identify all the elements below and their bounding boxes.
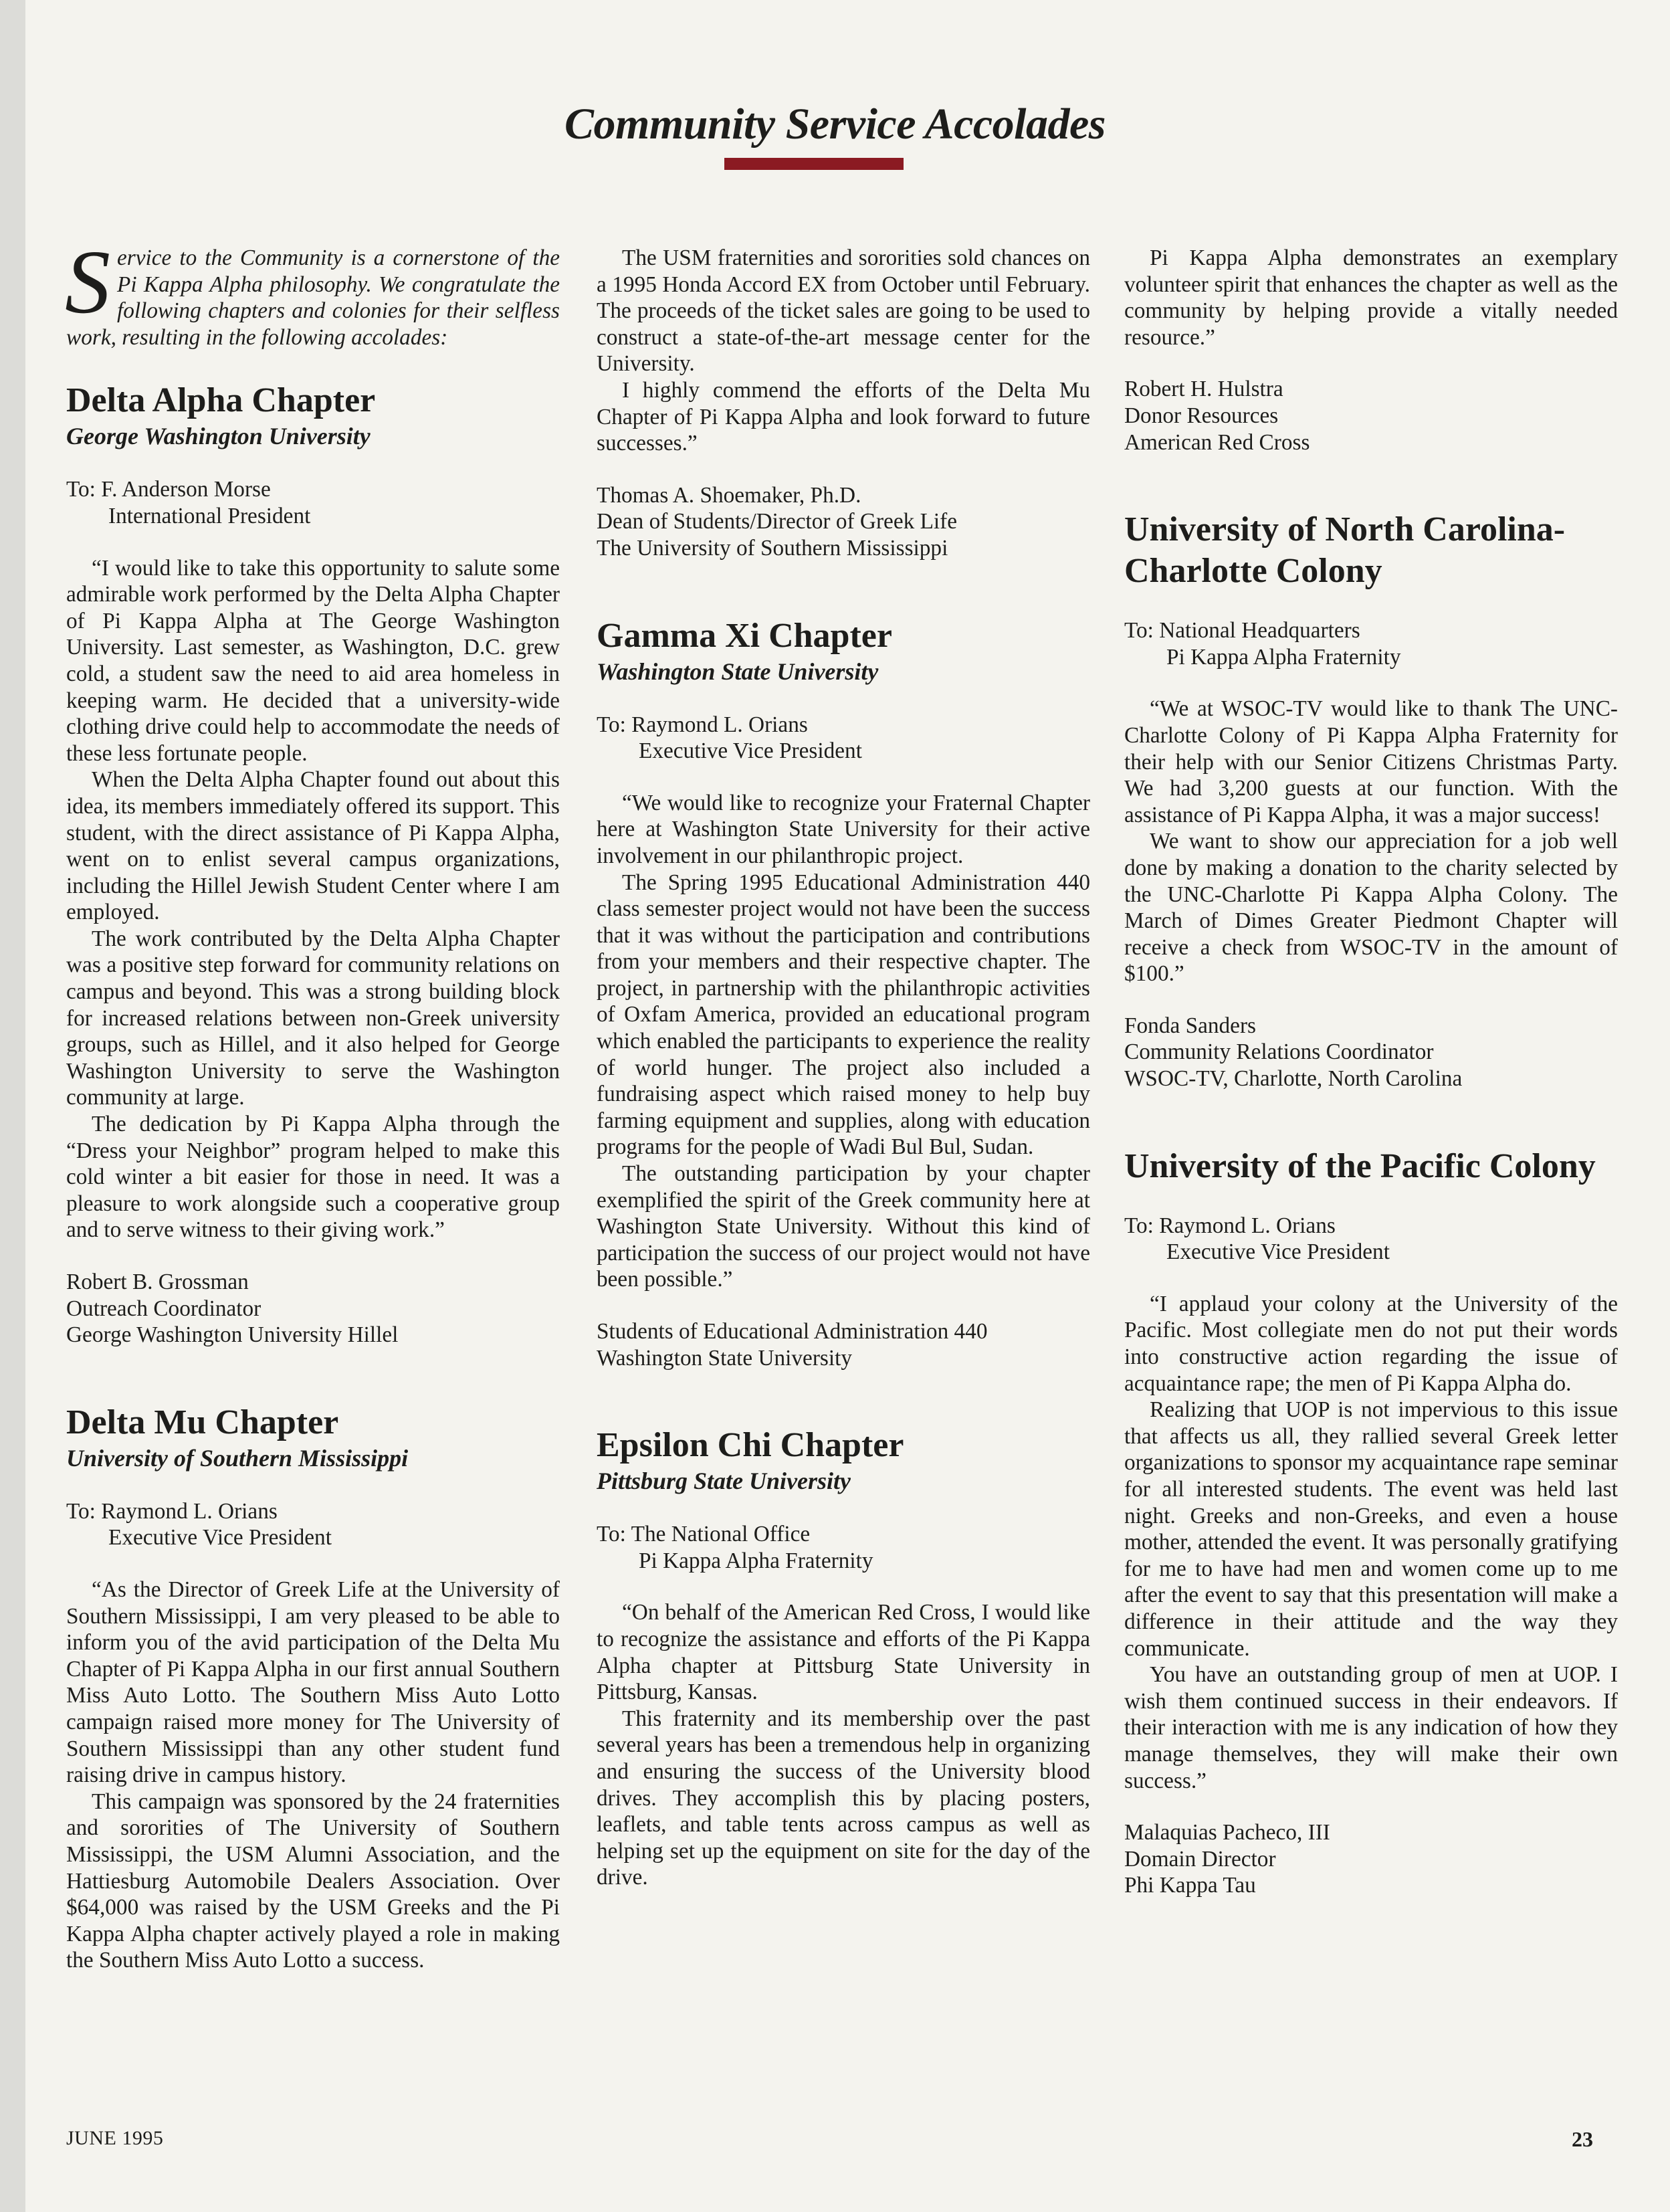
letter-paragraph: We want to show our appreciation for a job well done by making a donation to the charity selected by the UNC-Charlotte Pi Kappa Alpha Colony. The March of Dimes Greater Piedmont Chapter will receive a check from WSOC-TV in the amount of $100.” xyxy=(1124,829,1618,987)
recipient-line-1: To: National Headquarters xyxy=(1124,618,1360,643)
letter-paragraph: “I applaud your colony at the University of the Pacific. Most collegiate men do not put their words into constructive action regarding the issue of acquaintance rape; the men of Pi Kappa Alpha do. xyxy=(1124,1291,1618,1396)
section-school-delta-mu: University of Southern Mississippi xyxy=(66,1444,409,1472)
letter-paragraph: This fraternity and its membership over the past several years has been a tremendous help in organizing and ensuring the success of the University blood drives. They accomplish this by placing posters, leaflets, and table tents across campus as well as helping set up the equipment on site for the day of the drive. xyxy=(597,1706,1090,1890)
signature-delta-mu xyxy=(597,482,1090,562)
signature-org: Phi Kappa Tau xyxy=(1124,1873,1256,1898)
page-number: 23 xyxy=(1572,2127,1593,2151)
recipient-gamma-xi xyxy=(597,712,1090,765)
recipient-line-2: Executive Vice President xyxy=(1166,1239,1390,1265)
recipient-line-2: Executive Vice President xyxy=(108,1525,332,1550)
signature-title: Domain Director xyxy=(1124,1846,1276,1872)
signature-gamma-xi xyxy=(597,1318,1090,1371)
signature-unc-charlotte xyxy=(1124,1013,1618,1092)
recipient-delta-alpha xyxy=(66,476,560,529)
recipient-unc-charlotte xyxy=(1124,617,1618,670)
column-2 xyxy=(597,245,1090,1891)
signature-name: Malaquias Pacheco, III xyxy=(1124,1820,1330,1845)
signature-title: Outreach Coordinator xyxy=(66,1296,262,1321)
signature-name: Students of Educational Administration 440 xyxy=(597,1319,988,1344)
signature-epsilon-chi xyxy=(1124,376,1618,456)
recipient-line-1: To: Raymond L. Orians xyxy=(1124,1213,1336,1238)
signature-pacific xyxy=(1124,1819,1618,1899)
intro-text: ervice to the Community is a cornerstone of the Pi Kappa Alpha philosophy. We congratulate the following chapters and colonies for their selfless work, resulting in the following accolades: xyxy=(66,245,560,350)
letter-paragraph: The outstanding participation by your chapter exemplified the spirit of the Greek community here at Washington State University. Without this kind of participation the success of our project would not have been possible.” xyxy=(597,1161,1090,1292)
letter-paragraph: When the Delta Alpha Chapter found out about this idea, its members immediately offered its support. This student, with the direct assistance of Pi Kappa Alpha, went on to enlist several campus organizations, including the Hillel Jewish Student Center where I am employed. xyxy=(66,767,560,925)
recipient-line-2: Executive Vice President xyxy=(639,738,862,764)
letter-paragraph: “We would like to recognize your Fraternal Chapter here at Washington State University for their active involvement in our philanthropic project. xyxy=(597,790,1090,868)
recipient-line-2: International President xyxy=(108,503,311,528)
intro-paragraph xyxy=(65,232,560,350)
section-school-epsilon-chi: Pittsburg State University xyxy=(597,1468,851,1495)
signature-title: Community Relations Coordinator xyxy=(1124,1039,1434,1065)
recipient-epsilon-chi xyxy=(597,1521,1090,1574)
column-1 xyxy=(65,232,560,1974)
recipient-delta-mu xyxy=(66,1498,560,1551)
signature-name: Robert B. Grossman xyxy=(66,1270,249,1294)
letter-paragraph: The work contributed by the Delta Alpha Chapter was a positive step forward for community relations on campus and beyond. This was a strong building block for increased relations between non-Greek university groups, such as Hillel, and it also helped for George Washington University to serve the Washington community at large. xyxy=(66,926,560,1110)
issue-date: JUNE 1995 xyxy=(66,2127,164,2149)
signature-delta-alpha xyxy=(66,1269,560,1348)
section-school-gamma-xi: Washington State University xyxy=(597,658,879,685)
letter-paragraph: “I would like to take this opportunity to salute some admirable work performed by the Delta Alpha Chapter of Pi Kappa Alpha at The George Washington University. Last semester, as Washington, D.C. grew cold, a student saw the need to aid area homeless in keeping warm. He decided that a university-wide clothing drive could help to accommodate the needs of these less fortunate people. xyxy=(66,555,560,766)
signature-org: American Red Cross xyxy=(1124,429,1310,455)
recipient-line-1: To: Raymond L. Orians xyxy=(597,712,808,737)
signature-name: Thomas A. Shoemaker, Ph.D. xyxy=(597,482,861,508)
recipient-line-2: Pi Kappa Alpha Fraternity xyxy=(639,1548,873,1573)
recipient-line-1: To: The National Office xyxy=(597,1522,811,1547)
drop-cap: S xyxy=(65,232,110,332)
signature-org: Washington State University xyxy=(597,1345,853,1371)
section-title-gamma-xi: Gamma Xi Chapter xyxy=(597,616,892,655)
letter-paragraph: Pi Kappa Alpha demonstrates an exemplary volunteer spirit that enhances the chapter as well as the community by helping provide a vitally needed resource.” xyxy=(1124,245,1618,350)
recipient-line-1: To: Raymond L. Orians xyxy=(66,1498,278,1524)
section-title-pacific: University of the Pacific Colony xyxy=(1124,1146,1596,1185)
section-title-delta-mu: Delta Mu Chapter xyxy=(66,1403,339,1441)
letter-paragraph: The USM fraternities and sororities sold chances on a 1995 Honda Accord EX from October until February. The proceeds of the ticket sales are going to be used to construct a state-of-the-art message center for the University. xyxy=(597,245,1090,377)
section-title-unc-charlotte: University of North Carolina-Charlotte Colony xyxy=(1124,510,1566,591)
page-title: Community Service Accolades xyxy=(564,100,1106,148)
column-3 xyxy=(1124,245,1618,1899)
letter-paragraph: “As the Director of Greek Life at the University of Southern Mississippi, I am very pleased to be able to inform you of the avid participation of the Delta Mu Chapter of Pi Kappa Alpha in our first annual Southern Miss Auto Lotto. The Southern Miss Auto Lotto campaign raised more money for The University of Southern Mississippi than any other student fund raising drive in campus history. xyxy=(66,1577,560,1788)
title-rule xyxy=(724,158,904,170)
section-title-epsilon-chi: Epsilon Chi Chapter xyxy=(597,1426,904,1465)
letter-paragraph: The dedication by Pi Kappa Alpha through the “Dress your Neighbor” program helped to make this cold winter a bit easier for those in need. It was a pleasure to work alongside such a cooperative group and to serve witness to their giving work.” xyxy=(66,1112,560,1243)
letter-paragraph: You have an outstanding group of men at UOP. I wish them continued success in their endeavors. If their interaction with me is any indication of how they manage themselves, they will make their own success.” xyxy=(1124,1662,1618,1793)
letter-paragraph: Realizing that UOP is not impervious to this issue that affects us all, they rallied several Greek letter organizations to sponsor my acquaintance rape seminar for all interested students. The event was held last night. Greeks and non-Greeks, and even a house mother, attended the event. It was personally gratifying for me to have had men and women come up to me after the event to say that this presentation will make a difference in their attitude and the way they communicate. xyxy=(1124,1397,1618,1661)
signature-org: WSOC-TV, Charlotte, North Carolina xyxy=(1124,1066,1463,1092)
signature-name: Robert H. Hulstra xyxy=(1124,377,1283,402)
section-title-delta-alpha: Delta Alpha Chapter xyxy=(66,381,376,420)
signature-name: Fonda Sanders xyxy=(1124,1013,1256,1038)
letter-paragraph: I highly commend the efforts of the Delta Mu Chapter of Pi Kappa Alpha and look forward to future successes.” xyxy=(597,377,1090,456)
letter-paragraph: “We at WSOC-TV would like to thank The UNC-Charlotte Colony of Pi Kappa Alpha Fraternity for their help with our Senior Citizens Christmas Party. We had 3,200 guests at our function. With the assistance of Pi Kappa Alpha, it was a major success! xyxy=(1124,696,1618,827)
letter-paragraph: The Spring 1995 Educational Administration 440 class semester project would not have been the success that it was without the participation and contributions from your members and their respective chapter. The project, in partnership with the philanthropic activities of Oxfam America, provided an educational program which enabled the participants to experience the reality of world hunger. The project also included a fundraising aspect which raised money to help buy farming equipment and supplies, along with education programs for the people of Wadi Bul Bul, Sudan. xyxy=(597,870,1090,1160)
signature-title: Donor Resources xyxy=(1124,403,1279,428)
signature-title: Dean of Students/Director of Greek Life xyxy=(597,509,958,534)
signature-org: The University of Southern Mississippi xyxy=(597,535,948,561)
recipient-line-1: To: F. Anderson Morse xyxy=(66,477,271,502)
letter-paragraph: This campaign was sponsored by the 24 fraternities and sororities of The University of Southern Mississippi, the USM Alumni Association, and the Hattiesburg Automobile Dealers Association. Over $64,000 was raised by the USM Greeks and the Pi Kappa Alpha chapter actively played a role in making the Southern Miss Auto Lotto a success. xyxy=(66,1789,560,1973)
signature-org: George Washington University Hillel xyxy=(66,1322,399,1348)
recipient-line-2: Pi Kappa Alpha Fraternity xyxy=(1166,644,1401,670)
letter-paragraph: “On behalf of the American Red Cross, I would like to recognize the assistance and efforts of the Pi Kappa Alpha chapter at Pittsburg State University in Pittsburg, Kansas. xyxy=(597,1600,1090,1705)
recipient-pacific xyxy=(1124,1213,1618,1266)
section-school-delta-alpha: George Washington University xyxy=(66,423,371,450)
